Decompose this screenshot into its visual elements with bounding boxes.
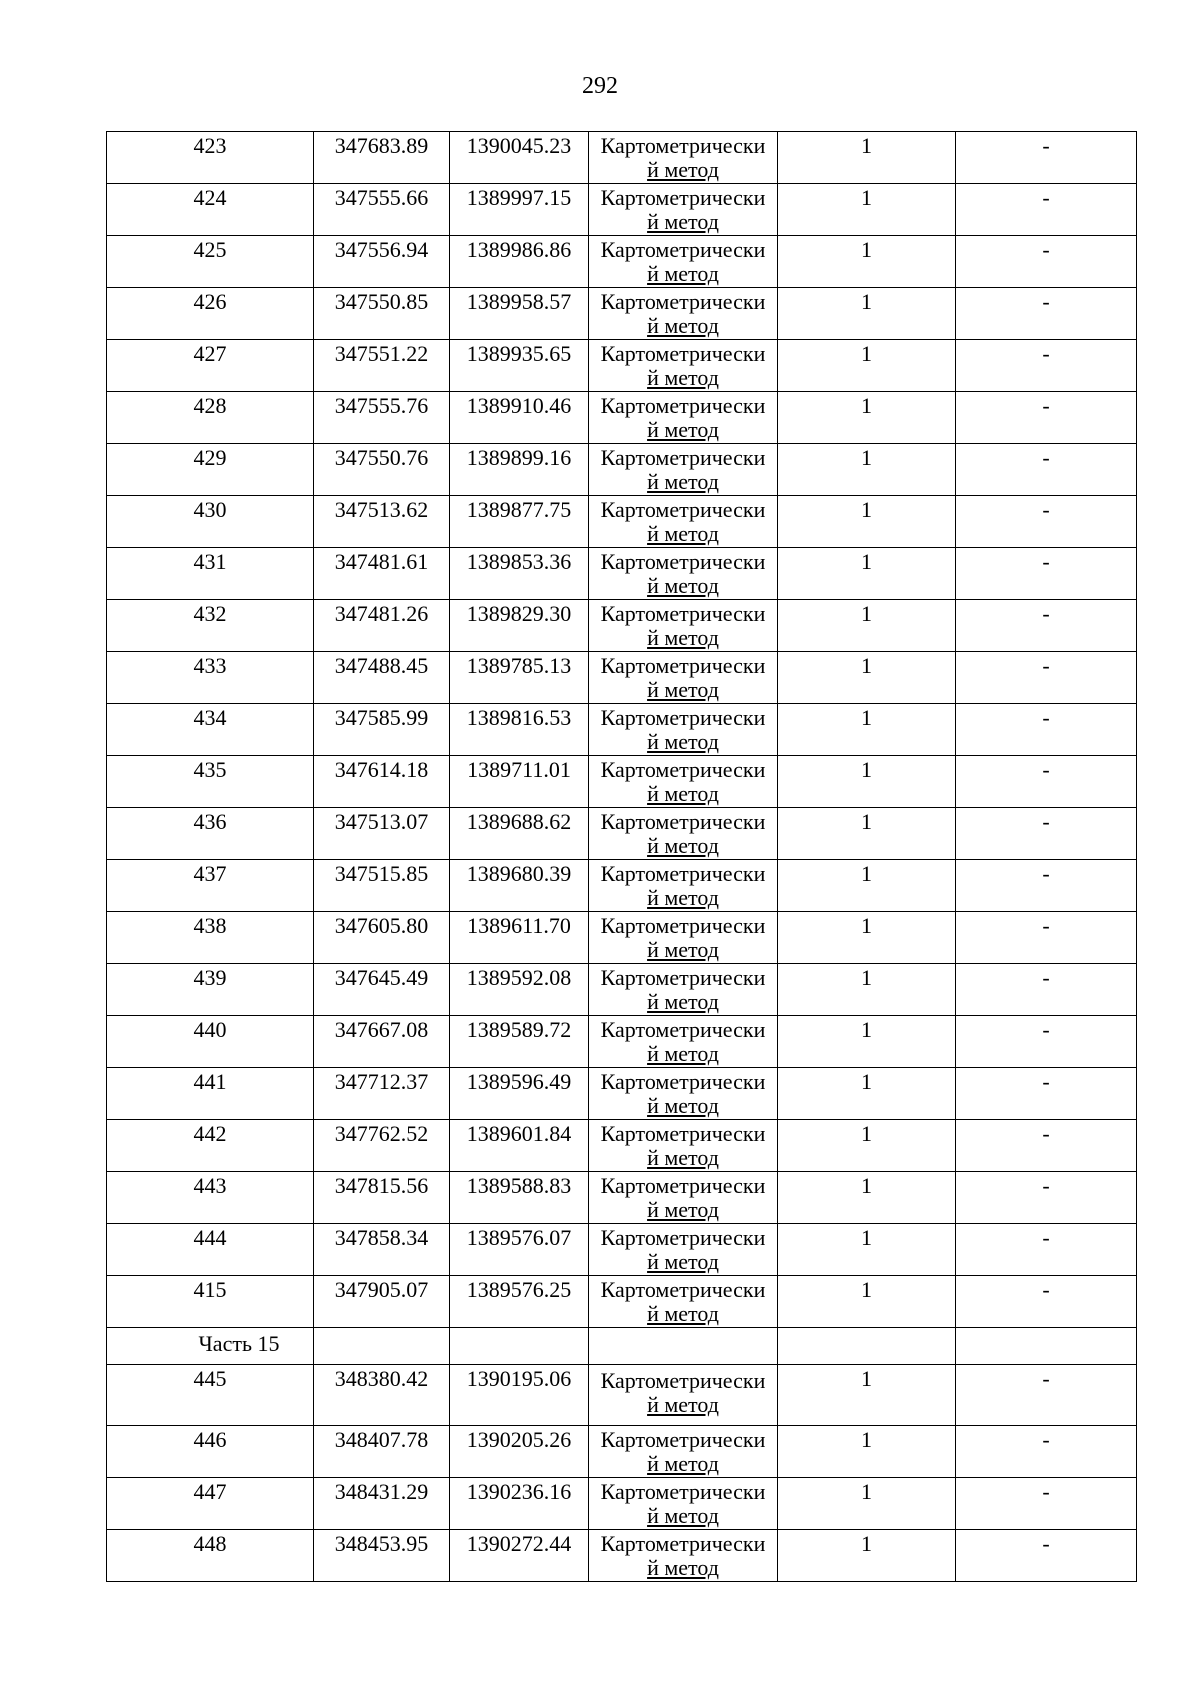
method-line-2: й метод (647, 781, 719, 806)
method-cell (589, 1120, 778, 1172)
y-coordinate-cell: 1389711.01 (450, 756, 589, 808)
method-line-1: Картометрически (600, 913, 766, 938)
note-cell: - (956, 1530, 1137, 1582)
method-cell (589, 912, 778, 964)
x-coordinate-cell: 347551.22 (314, 340, 450, 392)
point-number-cell: 435 (107, 756, 314, 808)
table-row (107, 1120, 1137, 1172)
table-row (107, 184, 1137, 236)
accuracy-cell: 1 (778, 548, 956, 600)
method-line-1: Картометрически (600, 289, 766, 314)
note-cell: - (956, 132, 1137, 184)
method-cell (589, 860, 778, 912)
y-coordinate-cell: 1390272.44 (450, 1530, 589, 1582)
method-line-1: Картометрически (600, 1173, 766, 1198)
note-cell: - (956, 652, 1137, 704)
point-number-cell: 429 (107, 444, 314, 496)
accuracy-cell: 1 (778, 392, 956, 444)
y-coordinate-cell: 1389853.36 (450, 548, 589, 600)
table-row (107, 1172, 1137, 1224)
accuracy-cell: 1 (778, 1276, 956, 1328)
table-row (107, 1276, 1137, 1328)
note-cell: - (956, 600, 1137, 652)
note-cell: - (956, 704, 1137, 756)
method-cell (589, 496, 778, 548)
method-cell (589, 1478, 778, 1530)
method-line-2: й метод (647, 677, 719, 702)
x-coordinate-cell: 347513.07 (314, 808, 450, 860)
x-coordinate-cell: 347762.52 (314, 1120, 450, 1172)
method-line-1: Картометрически (600, 809, 766, 834)
table-row (107, 704, 1137, 756)
point-number-cell: 426 (107, 288, 314, 340)
note-cell: - (956, 496, 1137, 548)
accuracy-cell: 1 (778, 1016, 956, 1068)
accuracy-cell: 1 (778, 1172, 956, 1224)
y-coordinate-cell: 1389958.57 (450, 288, 589, 340)
note-cell: - (956, 1172, 1137, 1224)
point-number-cell: 438 (107, 912, 314, 964)
method-cell (589, 756, 778, 808)
point-number-cell: 442 (107, 1120, 314, 1172)
method-line-2: й метод (647, 1555, 719, 1580)
x-coordinate-cell: 347550.76 (314, 444, 450, 496)
table-row (107, 964, 1137, 1016)
note-cell: - (956, 1276, 1137, 1328)
method-cell (589, 704, 778, 756)
method-line-2: й метод (647, 885, 719, 910)
accuracy-cell: 1 (778, 964, 956, 1016)
x-coordinate-cell: 347556.94 (314, 236, 450, 288)
accuracy-cell: 1 (778, 704, 956, 756)
method-cell (589, 444, 778, 496)
method-cell (589, 1276, 778, 1328)
table-row (107, 1478, 1137, 1530)
x-coordinate-cell: 348431.29 (314, 1478, 450, 1530)
accuracy-cell: 1 (778, 1224, 956, 1276)
method-line-2: й метод (647, 1093, 719, 1118)
method-line-2: й метод (647, 157, 719, 182)
point-number-cell: 423 (107, 132, 314, 184)
point-number-cell: 437 (107, 860, 314, 912)
y-coordinate-cell: 1389611.70 (450, 912, 589, 964)
point-number-cell: 433 (107, 652, 314, 704)
note-cell: - (956, 912, 1137, 964)
x-coordinate-cell: 347858.34 (314, 1224, 450, 1276)
note-cell: - (956, 548, 1137, 600)
accuracy-cell: 1 (778, 860, 956, 912)
method-line-2: й метод (647, 1451, 719, 1476)
method-cell (589, 132, 778, 184)
method-line-2: й метод (647, 1392, 719, 1417)
x-coordinate-cell: 347815.56 (314, 1172, 450, 1224)
x-coordinate-cell: 347614.18 (314, 756, 450, 808)
table-row (107, 1016, 1137, 1068)
table-row (107, 1365, 1137, 1426)
accuracy-cell: 1 (778, 808, 956, 860)
y-coordinate-cell: 1389935.65 (450, 340, 589, 392)
x-coordinate-cell: 347905.07 (314, 1276, 450, 1328)
empty-cell (314, 1328, 450, 1365)
table-row (107, 756, 1137, 808)
note-cell: - (956, 236, 1137, 288)
y-coordinate-cell: 1389829.30 (450, 600, 589, 652)
coordinates-table-body (107, 132, 1137, 1582)
x-coordinate-cell: 347555.66 (314, 184, 450, 236)
note-cell: - (956, 1478, 1137, 1530)
note-cell: - (956, 444, 1137, 496)
point-number-cell: 448 (107, 1530, 314, 1582)
x-coordinate-cell: 347513.62 (314, 496, 450, 548)
table-row (107, 860, 1137, 912)
point-number-cell: 430 (107, 496, 314, 548)
method-cell (589, 288, 778, 340)
accuracy-cell: 1 (778, 444, 956, 496)
y-coordinate-cell: 1389785.13 (450, 652, 589, 704)
method-line-1: Картометрически (600, 1427, 766, 1452)
method-line-2: й метод (647, 937, 719, 962)
table-row (107, 912, 1137, 964)
accuracy-cell: 1 (778, 1120, 956, 1172)
method-line-2: й метод (647, 1249, 719, 1274)
x-coordinate-cell: 348380.42 (314, 1365, 450, 1426)
method-line-2: й метод (647, 261, 719, 286)
empty-cell (450, 1328, 589, 1365)
method-line-1: Картометрически (600, 1479, 766, 1504)
point-number-cell: 443 (107, 1172, 314, 1224)
note-cell: - (956, 1426, 1137, 1478)
method-cell (589, 548, 778, 600)
method-line-2: й метод (647, 209, 719, 234)
x-coordinate-cell: 347481.61 (314, 548, 450, 600)
method-line-2: й метод (647, 833, 719, 858)
method-line-1: Картометрически (600, 237, 766, 262)
accuracy-cell: 1 (778, 340, 956, 392)
note-cell: - (956, 808, 1137, 860)
method-line-1: Картометрически (600, 1017, 766, 1042)
point-number-cell: 447 (107, 1478, 314, 1530)
y-coordinate-cell: 1389688.62 (450, 808, 589, 860)
point-number-cell: 424 (107, 184, 314, 236)
method-line-1: Картометрически (600, 497, 766, 522)
x-coordinate-cell: 347605.80 (314, 912, 450, 964)
method-cell (589, 392, 778, 444)
y-coordinate-cell: 1389592.08 (450, 964, 589, 1016)
method-line-1: Картометрически (600, 1225, 766, 1250)
note-cell: - (956, 1224, 1137, 1276)
y-coordinate-cell: 1389910.46 (450, 392, 589, 444)
point-number-cell: 445 (107, 1365, 314, 1426)
method-line-2: й метод (647, 1503, 719, 1528)
method-cell (589, 1426, 778, 1478)
method-line-2: й метод (647, 989, 719, 1014)
table-row (107, 132, 1137, 184)
method-line-1: Картометрически (600, 1121, 766, 1146)
accuracy-cell: 1 (778, 1478, 956, 1530)
method-line-1: Картометрически (600, 861, 766, 886)
y-coordinate-cell: 1389588.83 (450, 1172, 589, 1224)
method-line-2: й метод (647, 313, 719, 338)
method-line-1: Картометрически (600, 965, 766, 990)
method-cell (589, 340, 778, 392)
x-coordinate-cell: 347645.49 (314, 964, 450, 1016)
x-coordinate-cell: 347481.26 (314, 600, 450, 652)
table-row (107, 548, 1137, 600)
accuracy-cell: 1 (778, 236, 956, 288)
table-row (107, 1530, 1137, 1582)
method-line-1: Картометрически (600, 393, 766, 418)
method-cell (589, 964, 778, 1016)
method-line-1: Картометрически (600, 1531, 766, 1556)
method-line-2: й метод (647, 625, 719, 650)
coordinates-table (106, 131, 1137, 1582)
method-cell (589, 1016, 778, 1068)
accuracy-cell: 1 (778, 652, 956, 704)
method-line-1: Картометрически (600, 757, 766, 782)
method-line-1: Картометрически (600, 705, 766, 730)
method-line-2: й метод (647, 1301, 719, 1326)
point-number-cell: 440 (107, 1016, 314, 1068)
y-coordinate-cell: 1390045.23 (450, 132, 589, 184)
y-coordinate-cell: 1389596.49 (450, 1068, 589, 1120)
note-cell: - (956, 756, 1137, 808)
method-line-1: Картометрически (600, 1368, 766, 1393)
point-number-cell: 439 (107, 964, 314, 1016)
method-line-2: й метод (647, 521, 719, 546)
method-cell (589, 1068, 778, 1120)
table-row (107, 496, 1137, 548)
y-coordinate-cell: 1389589.72 (450, 1016, 589, 1068)
table-row (107, 1224, 1137, 1276)
note-cell: - (956, 860, 1137, 912)
point-number-cell: 436 (107, 808, 314, 860)
method-cell (589, 184, 778, 236)
x-coordinate-cell: 347550.85 (314, 288, 450, 340)
point-number-cell: 428 (107, 392, 314, 444)
table-row (107, 808, 1137, 860)
note-cell: - (956, 1365, 1137, 1426)
method-cell (589, 808, 778, 860)
accuracy-cell: 1 (778, 756, 956, 808)
method-line-1: Картометрически (600, 653, 766, 678)
x-coordinate-cell: 347585.99 (314, 704, 450, 756)
empty-cell (589, 1328, 778, 1365)
accuracy-cell: 1 (778, 1068, 956, 1120)
table-row (107, 600, 1137, 652)
method-line-2: й метод (647, 1041, 719, 1066)
empty-cell (956, 1328, 1137, 1365)
y-coordinate-cell: 1389680.39 (450, 860, 589, 912)
note-cell: - (956, 184, 1137, 236)
point-number-cell: 432 (107, 600, 314, 652)
y-coordinate-cell: 1389601.84 (450, 1120, 589, 1172)
method-cell (589, 236, 778, 288)
method-line-1: Картометрически (600, 1277, 766, 1302)
accuracy-cell: 1 (778, 132, 956, 184)
accuracy-cell: 1 (778, 600, 956, 652)
y-coordinate-cell: 1389576.25 (450, 1276, 589, 1328)
method-cell (589, 1365, 778, 1426)
note-cell: - (956, 1068, 1137, 1120)
x-coordinate-cell: 347712.37 (314, 1068, 450, 1120)
x-coordinate-cell: 347683.89 (314, 132, 450, 184)
y-coordinate-cell: 1389877.75 (450, 496, 589, 548)
note-cell: - (956, 1016, 1137, 1068)
accuracy-cell: 1 (778, 288, 956, 340)
method-line-1: Картометрически (600, 549, 766, 574)
table-row (107, 652, 1137, 704)
x-coordinate-cell: 347667.08 (314, 1016, 450, 1068)
method-cell (589, 652, 778, 704)
method-line-2: й метод (647, 573, 719, 598)
x-coordinate-cell: 347555.76 (314, 392, 450, 444)
table-row (107, 1068, 1137, 1120)
note-cell: - (956, 1120, 1137, 1172)
accuracy-cell: 1 (778, 496, 956, 548)
table-row (107, 392, 1137, 444)
empty-cell (778, 1328, 956, 1365)
y-coordinate-cell: 1390205.26 (450, 1426, 589, 1478)
method-line-2: й метод (647, 1197, 719, 1222)
method-cell (589, 1224, 778, 1276)
point-number-cell: 444 (107, 1224, 314, 1276)
accuracy-cell: 1 (778, 1426, 956, 1478)
point-number-cell: 427 (107, 340, 314, 392)
point-number-cell: 434 (107, 704, 314, 756)
x-coordinate-cell: 347515.85 (314, 860, 450, 912)
accuracy-cell: 1 (778, 912, 956, 964)
y-coordinate-cell: 1390236.16 (450, 1478, 589, 1530)
method-line-1: Картометрически (600, 601, 766, 626)
method-line-1: Картометрически (600, 133, 766, 158)
section-row (107, 1328, 1137, 1365)
point-number-cell: 425 (107, 236, 314, 288)
y-coordinate-cell: 1389576.07 (450, 1224, 589, 1276)
note-cell: - (956, 392, 1137, 444)
method-line-2: й метод (647, 469, 719, 494)
x-coordinate-cell: 348407.78 (314, 1426, 450, 1478)
accuracy-cell: 1 (778, 1530, 956, 1582)
point-number-cell: 446 (107, 1426, 314, 1478)
y-coordinate-cell: 1389816.53 (450, 704, 589, 756)
table-row (107, 288, 1137, 340)
page-number: 292 (582, 73, 618, 99)
method-cell (589, 1530, 778, 1582)
accuracy-cell: 1 (778, 1365, 956, 1426)
y-coordinate-cell: 1389899.16 (450, 444, 589, 496)
method-line-1: Картометрически (600, 445, 766, 470)
table-row (107, 236, 1137, 288)
x-coordinate-cell: 348453.95 (314, 1530, 450, 1582)
note-cell: - (956, 340, 1137, 392)
section-label: Часть 15 (107, 1328, 314, 1365)
note-cell: - (956, 288, 1137, 340)
method-line-2: й метод (647, 729, 719, 754)
method-line-1: Картометрически (600, 341, 766, 366)
accuracy-cell: 1 (778, 184, 956, 236)
table-row (107, 1426, 1137, 1478)
method-cell (589, 600, 778, 652)
y-coordinate-cell: 1390195.06 (450, 1365, 589, 1426)
method-cell (589, 1172, 778, 1224)
point-number-cell: 431 (107, 548, 314, 600)
method-line-1: Картометрически (600, 185, 766, 210)
y-coordinate-cell: 1389997.15 (450, 184, 589, 236)
table-row (107, 340, 1137, 392)
table-row (107, 444, 1137, 496)
y-coordinate-cell: 1389986.86 (450, 236, 589, 288)
method-line-2: й метод (647, 365, 719, 390)
method-line-1: Картометрически (600, 1069, 766, 1094)
note-cell: - (956, 964, 1137, 1016)
point-number-cell: 415 (107, 1276, 314, 1328)
method-line-2: й метод (647, 417, 719, 442)
x-coordinate-cell: 347488.45 (314, 652, 450, 704)
point-number-cell: 441 (107, 1068, 314, 1120)
method-line-2: й метод (647, 1145, 719, 1170)
